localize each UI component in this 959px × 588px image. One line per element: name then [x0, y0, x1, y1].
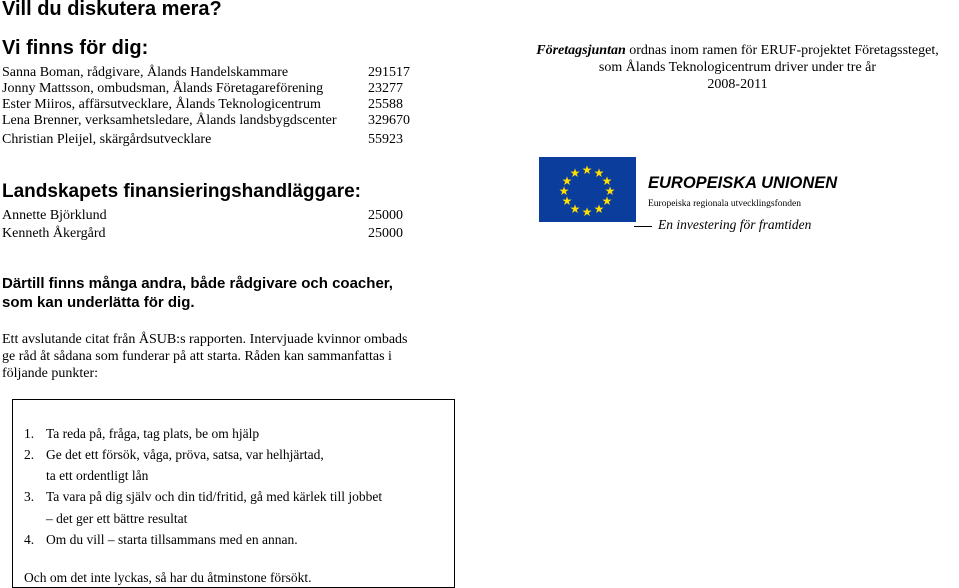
star-icon: ★: [581, 205, 593, 219]
advice-text: ta ett ordentligt lån: [46, 468, 149, 483]
handler-name: Annette Björklund: [2, 208, 107, 223]
star-icon: ★: [561, 194, 573, 208]
advice-num: 3.: [24, 489, 35, 504]
star-icon: ★: [569, 166, 581, 180]
contact-row: [2, 131, 403, 148]
star-icon: ★: [569, 202, 581, 216]
more-line2: som kan underlätta för dig.: [2, 294, 195, 311]
handler-phone: 25000: [368, 208, 403, 223]
contact-row: [2, 64, 410, 81]
star-icon: ★: [558, 184, 570, 198]
star-icon: ★: [601, 194, 613, 208]
star-icon: ★: [561, 174, 573, 188]
project-line1: ordnas inom ramen för ERUF-projektet Företagssteget,: [625, 43, 939, 58]
intro-line1: Ett avslutande citat från ÅSUB:s rapporten. Intervjuade kvinnor ombads: [2, 332, 408, 347]
advice-text: Ta reda på, fråga, tag plats, be om hjälp: [46, 426, 260, 441]
star-icon: ★: [593, 202, 605, 216]
more-advisors: [2, 274, 393, 312]
eu-title: EUROPEISKA UNIONEN: [648, 174, 838, 192]
handler-phone: 25000: [368, 226, 403, 241]
contact-phone: 291517: [368, 65, 410, 80]
project-info: [516, 42, 959, 93]
contact-phone: 25588: [368, 97, 403, 112]
advice-text: Om du vill – starta tillsammans med en annan.: [46, 532, 298, 547]
contact-name: Sanna Boman, rådgivare, Ålands Handelskammare: [2, 65, 289, 80]
advice-text: – det ger ett bättre resultat: [46, 511, 188, 526]
contacts-heading: Vi finns för dig:: [2, 37, 149, 59]
star-icon: ★: [581, 163, 593, 177]
tagline-dash: [634, 226, 652, 227]
star-icon: ★: [593, 166, 605, 180]
advice-text: Ge det ett försök, våga, pröva, satsa, var helhjärtad,: [46, 447, 324, 462]
advice-num: 4.: [24, 532, 35, 547]
intro-line2: ge råd åt sådana som funderar på att starta. Råden kan sammanfattas i: [2, 349, 392, 364]
contact-name: Ester Miiros, affärsutvecklare, Ålands Teknologicentrum: [2, 97, 321, 112]
star-icon: ★: [601, 174, 613, 188]
project-line2: som Ålands Teknologicentrum driver under tre år: [598, 60, 877, 75]
page-title: Vill du diskutera mera?: [2, 0, 222, 20]
handler-name: Kenneth Åkergård: [2, 226, 106, 241]
contact-row: [2, 112, 410, 129]
eu-subtitle: Europeiska regionala utvecklingsfonden: [648, 199, 802, 209]
contact-phone: 329670: [368, 113, 410, 128]
contact-name: Lena Brenner, verksamhetsledare, Ålands landsbygdscenter: [2, 113, 337, 128]
contact-name: Jonny Mattsson, ombudsman, Ålands Företagareförening: [2, 81, 324, 96]
handler-row: [2, 207, 403, 224]
contact-name: Christian Pleijel, skärgårdsutvecklare: [2, 132, 212, 147]
star-icon: ★: [604, 184, 616, 198]
advice-num: 1.: [24, 426, 35, 441]
advice-closing: Och om det inte lyckas, så har du åtminstone försökt.: [24, 570, 312, 585]
contact-phone: 55923: [368, 132, 403, 147]
eu-tagline: En investering för framtiden: [658, 217, 812, 232]
contact-phone: 23277: [368, 81, 403, 96]
eu-flag: [539, 157, 636, 222]
intro-line3: följande punkter:: [2, 366, 99, 381]
project-years: 2008-2011: [707, 77, 768, 92]
more-line1: Därtill finns många andra, både rådgivare och coacher,: [2, 275, 393, 292]
quote-intro: [2, 331, 408, 382]
handler-row: [2, 225, 403, 242]
handlers-heading: Landskapets finansieringshandläggare:: [2, 181, 361, 202]
advice-text: Ta vara på dig själv och din tid/fritid, gå med kärlek till jobbet: [46, 489, 383, 504]
contact-row: [2, 80, 403, 97]
contact-row: [2, 96, 403, 113]
advice-num: 2.: [24, 447, 35, 462]
project-name: Företagsjuntan: [536, 43, 626, 58]
